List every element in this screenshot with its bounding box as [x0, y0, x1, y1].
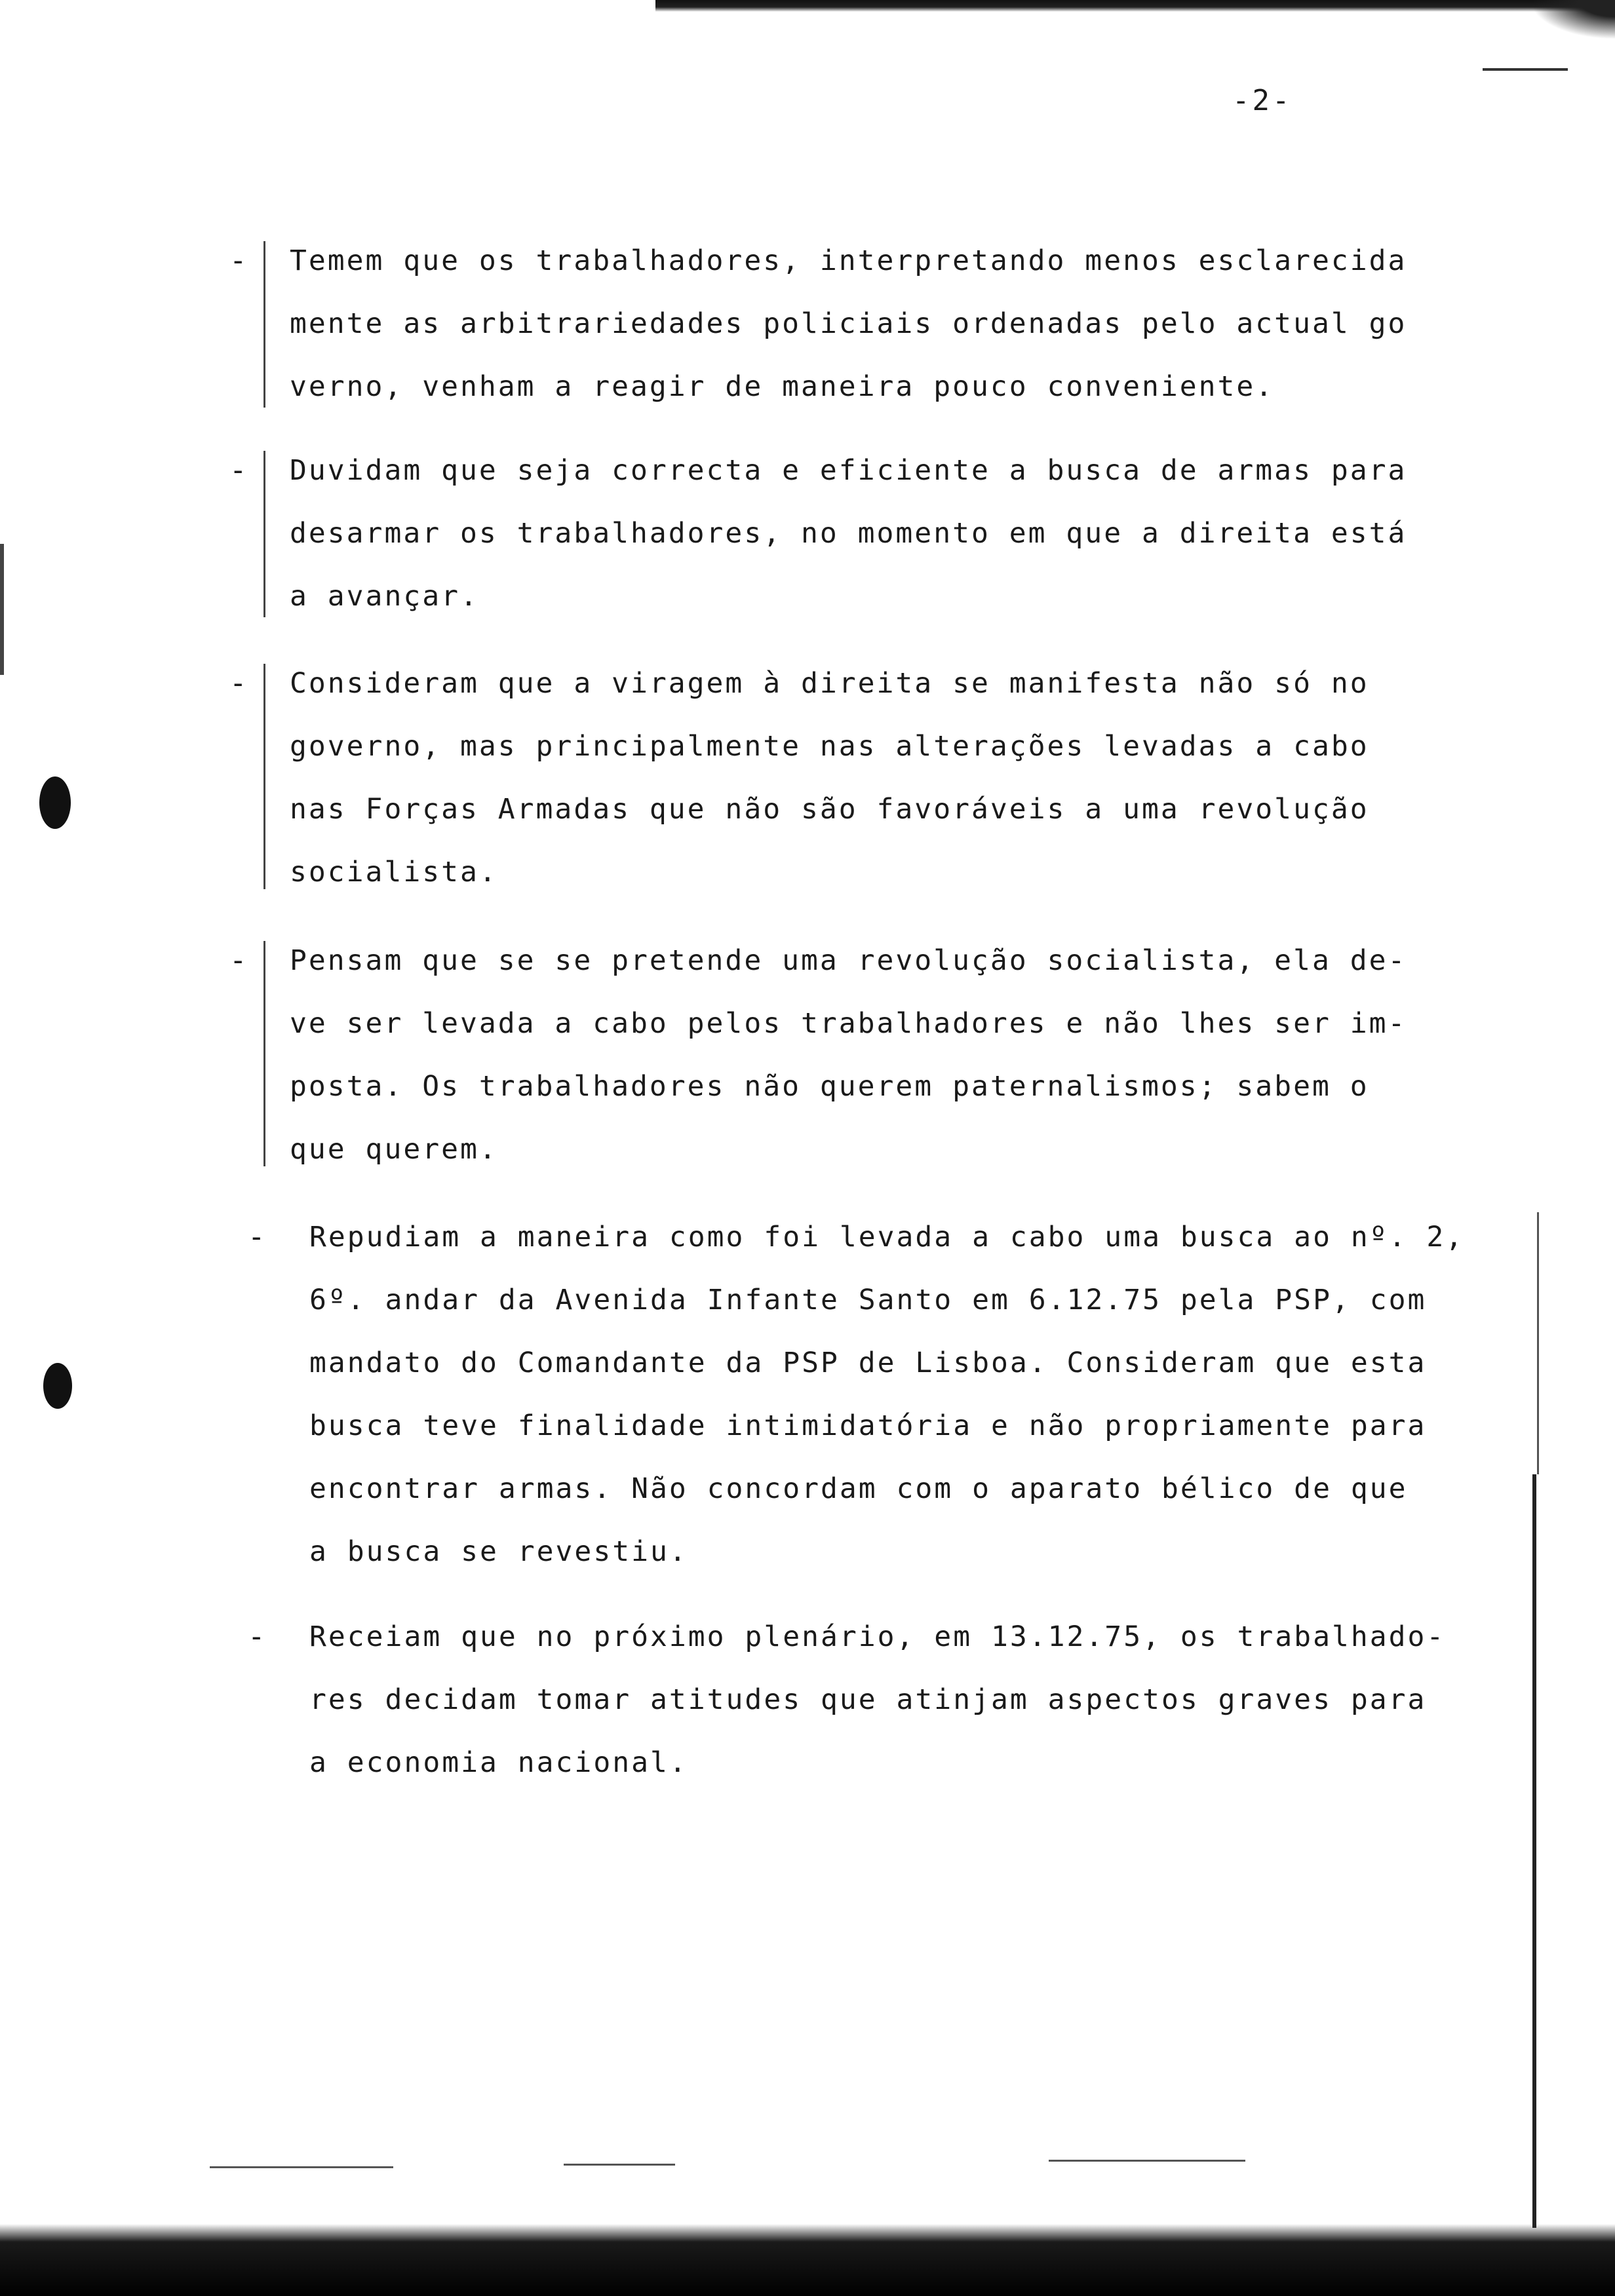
text-line: nas Forças Armadas que não são favoráveis a uma revolução [290, 793, 1369, 826]
text-line: Pensam que se se pretende uma revolução socialista, ela de- [290, 944, 1407, 977]
text-line: a busca se revestiu. [309, 1535, 688, 1568]
list-dash: - [248, 1220, 265, 1253]
text-line: encontrar armas. Não concordam com o aparato bélico de que [309, 1472, 1408, 1505]
paragraph-5 [237, 1206, 1483, 1579]
scan-smudge [39, 776, 71, 829]
text-line: desarmar os trabalhadores, no momento em que a direita está [290, 517, 1407, 550]
paragraph-body [290, 229, 1483, 418]
paragraph-3 [229, 652, 1483, 901]
list-dash: - [229, 453, 247, 487]
paragraph-6 [237, 1605, 1483, 1795]
scan-edge-top [655, 0, 1615, 12]
paragraph-body [290, 439, 1483, 628]
margin-bracket [263, 941, 265, 1166]
text-line: a avançar. [290, 580, 479, 613]
margin-bracket [263, 664, 265, 889]
scan-edge-bottom [0, 2224, 1615, 2296]
text-line: Consideram que a viragem à direita se manifesta não só no [290, 667, 1369, 700]
text-line: ve ser levada a cabo pelos trabalhadores e não lhes ser im- [290, 1007, 1407, 1040]
scan-footer-rule [1049, 2160, 1245, 2162]
text-line: Receiam que no próximo plenário, em 13.12.75, os trabalhado- [309, 1620, 1446, 1653]
text-line: busca teve finalidade intimidatória e não propriamente para [309, 1409, 1427, 1442]
list-dash: - [229, 666, 247, 700]
scan-corner-smudge [1530, 0, 1615, 39]
paragraph-1 [229, 229, 1483, 419]
text-line: mandato do Comandante da PSP de Lisboa. Consideram que esta [309, 1347, 1427, 1379]
scan-top-rule [1483, 68, 1568, 71]
scan-edge-right [1532, 1474, 1536, 2228]
paragraph-body [309, 1605, 1502, 1794]
scan-footer-rule [210, 2166, 393, 2168]
paragraph-4 [229, 929, 1483, 1178]
list-dash: - [248, 1620, 265, 1653]
text-line: Duvidam que seja correcta e eficiente a busca de armas para [290, 454, 1407, 487]
text-line: 6º. andar da Avenida Infante Santo em 6.12.75 pela PSP, com [309, 1284, 1427, 1316]
text-line: que querem. [290, 1133, 498, 1166]
list-dash: - [229, 944, 247, 977]
margin-bracket [263, 241, 265, 408]
paragraph-body [290, 652, 1483, 904]
text-line: Repudiam a maneira como foi levada a cabo uma busca ao nº. 2, [309, 1221, 1465, 1253]
margin-bracket [263, 451, 265, 617]
text-line: mente as arbitrariedades policiais ordenadas pelo actual go [290, 307, 1407, 340]
scan-footer-rule [564, 2164, 675, 2166]
text-line: posta. Os trabalhadores não querem paternalismos; sabem o [290, 1070, 1369, 1103]
scan-edge-left [0, 544, 4, 675]
scan-smudge [43, 1363, 72, 1409]
list-dash: - [229, 244, 247, 277]
paragraph-body [309, 1206, 1502, 1583]
text-line: a economia nacional. [309, 1746, 688, 1779]
text-line: socialista. [290, 856, 498, 889]
paragraph-body [290, 929, 1483, 1181]
text-line: res decidam tomar atitudes que atinjam aspectos graves para [309, 1683, 1427, 1716]
text-line: Temem que os trabalhadores, interpretando menos esclarecida [290, 244, 1407, 277]
paragraph-2 [229, 439, 1483, 629]
scan-edge-right-faint [1537, 1212, 1539, 1474]
page-number: -2- [1232, 84, 1293, 117]
text-line: verno, venham a reagir de maneira pouco conveniente. [290, 370, 1275, 403]
text-line: governo, mas principalmente nas alterações levadas a cabo [290, 730, 1369, 763]
